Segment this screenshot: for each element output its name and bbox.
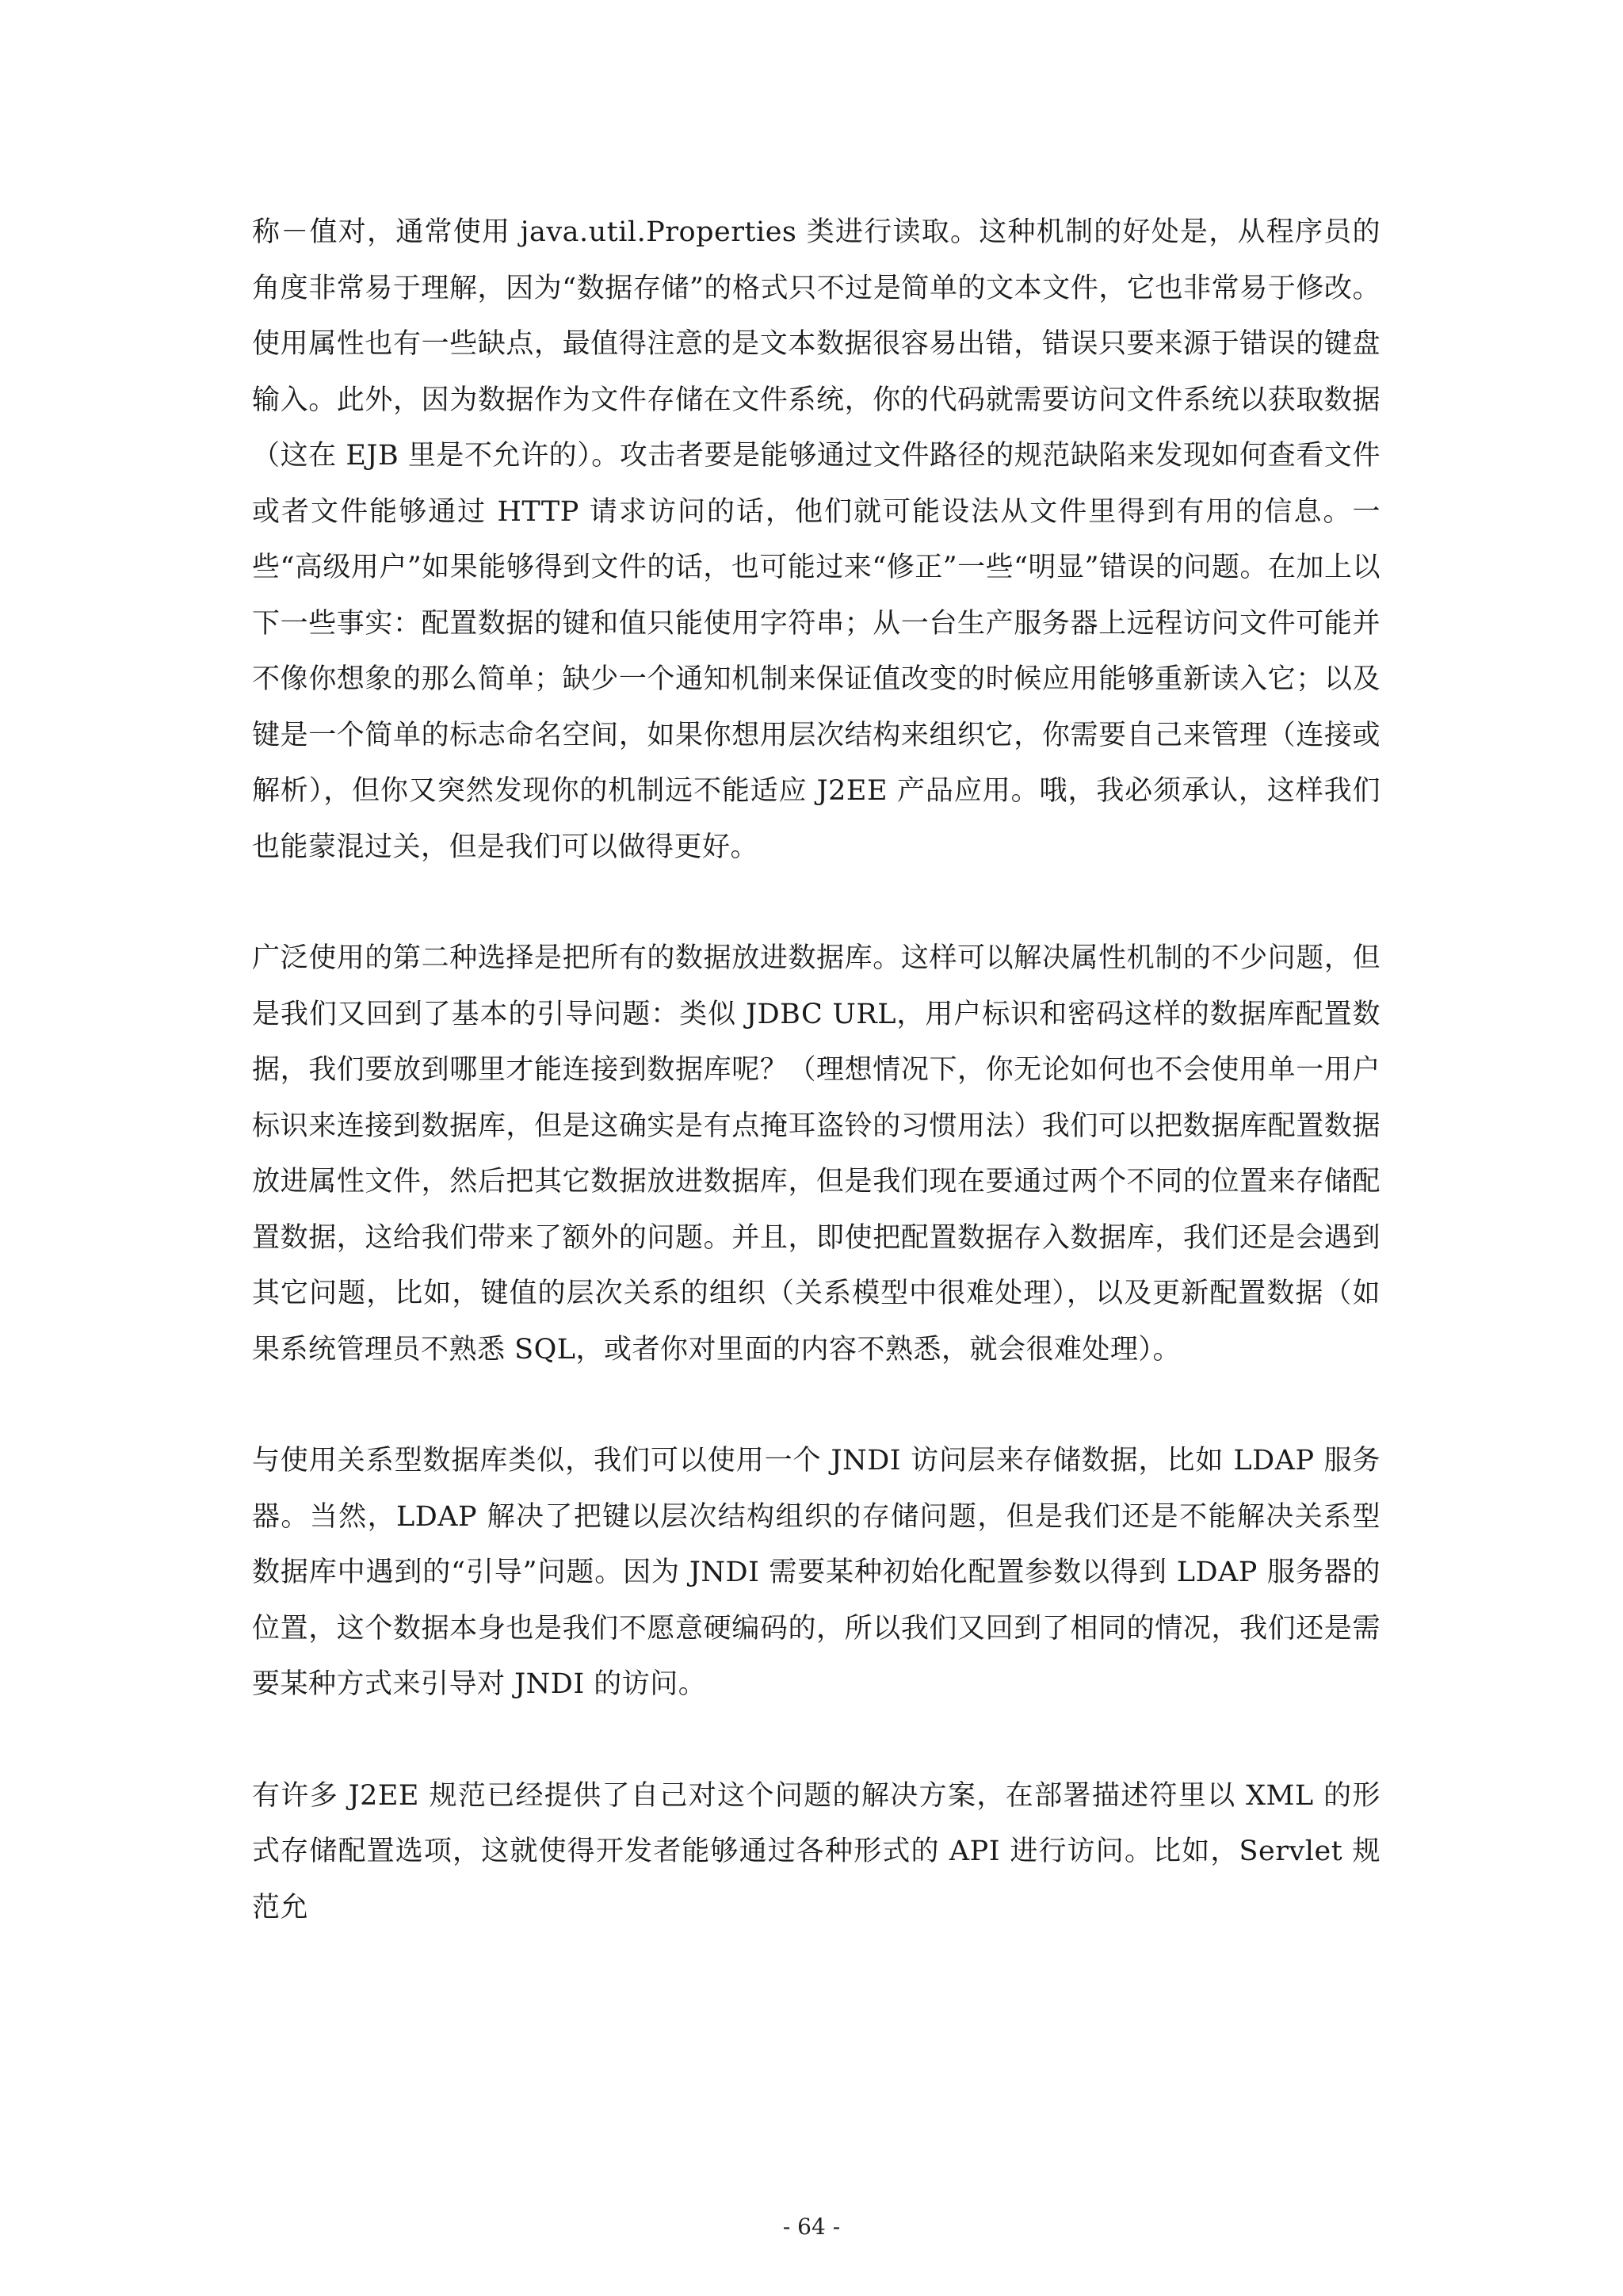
paragraph-properties: 称－值对，通常使用 java.util.Properties 类进行读取。这种机制的好处是，从程序员的角度非常易于理解，因为“数据存储”的格式只不过是简单的文本文件，它也非常易于修改。使用属性也有一些缺点，最值得注意的是文本数据很容易出错，错误只要来源于错误的键盘输入。此外，因为数据作为文件存储在文件系统，你的代码就需要访问文件系统以获取数据（这在 EJB 里是不允许的）。攻击者要是能够通过文件路径的规范缺陷来发现如何查看文件或者文件能够通过 HTTP 请求访问的话，他们就可能设法从文件里得到有用的信息。一些“高级用户”如果能够得到文件的话，也可能过来“修正”一些“明显”错误的问题。在加上以下一些事实：配置数据的键和值只能使用字符串；从一台生产服务器上远程访问文件可能并不像你想象的那么简单；缺少一个通知机制来保证值改变的时候应用能够重新读入它；以及键是一个简单的标志命名空间，如果你想用层次结构来组织它，你需要自己来管理（连接或解析），但你又突然发现你的机制远不能适应 J2EE 产品应用。哦，我必须承认，这样我们也能蒙混过关，但是我们可以做得更好。 (252, 216, 1381, 863)
page-number: - 64 - (782, 2214, 841, 2240)
paragraph-spacer (252, 1377, 1381, 1433)
body-text (252, 204, 1381, 1935)
paragraph-jndi: 与使用关系型数据库类似，我们可以使用一个 JNDI 访问层来存储数据，比如 LDAP 服务器。当然，LDAP 解决了把键以层次结构组织的存储问题，但是我们还是不能解决关系型数据库中遇到的“引导”问题。因为 JNDI 需要某种初始化配置参数以得到 LDAP 服务器的位置，这个数据本身也是我们不愿意硬编码的，所以我们又回到了相同的情况，我们还是需要某种方式来引导对 JNDI 的访问。 (252, 1445, 1381, 1700)
paragraph-spacer (252, 875, 1381, 930)
paragraph-database: 广泛使用的第二种选择是把所有的数据放进数据库。这样可以解决属性机制的不少问题，但是我们又回到了基本的引导问题：类似 JDBC URL，用户标识和密码这样的数据库配置数据，我们要放到哪里才能连接到数据库呢？（理想情况下，你无论如何也不会使用单一用户标识来连接到数据库，但是这确实是有点掩耳盗铃的习惯用法）我们可以把数据库配置数据放进属性文件，然后把其它数据放进数据库，但是我们现在要通过两个不同的位置来存储配置数据，这给我们带来了额外的问题。并且，即使把配置数据存入数据库，我们还是会遇到其它问题，比如，键值的层次关系的组织（关系模型中很难处理），以及更新配置数据（如果系统管理员不熟悉 SQL，或者你对里面的内容不熟悉，就会很难处理）。 (252, 942, 1381, 1366)
paragraph-j2ee-spec: 有许多 J2EE 规范已经提供了自己对这个问题的解决方案，在部署描述符里以 XML 的形式存储配置选项，这就使得开发者能够通过各种形式的 API 进行访问。比如，Servlet 规范允 (252, 1779, 1381, 1924)
paragraph-spacer (252, 1713, 1381, 1768)
